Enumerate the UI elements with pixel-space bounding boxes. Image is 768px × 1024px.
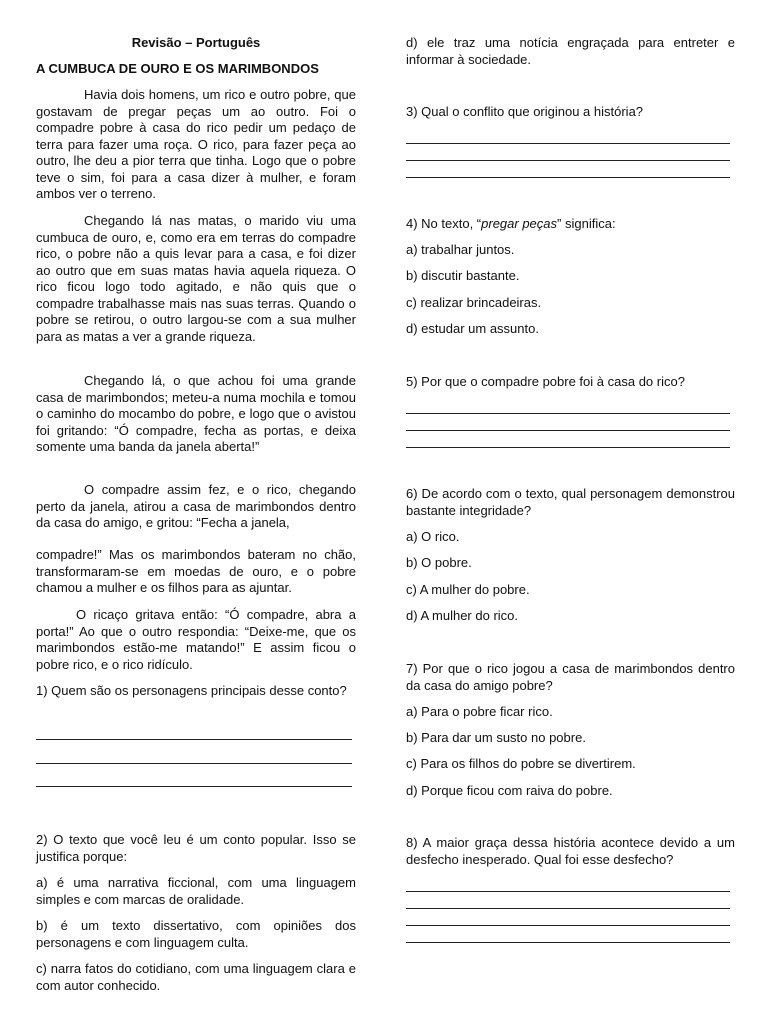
q6-option-d: d) A mulher do rico.	[406, 608, 518, 623]
answer-line[interactable]	[406, 177, 730, 178]
question-6: 6) De acordo com o texto, qual personagem demonstrou bastante integridade?	[406, 486, 735, 518]
answer-line[interactable]	[406, 430, 730, 431]
story-paragraph-2: Chegando lá nas matas, o marido viu uma cumbuca de ouro, e, como era em terras do compadre rico, o pobre não a quis levar para a casa, e foi dizer ao outro que em suas matas havia aquela riqueza. O rico ficou logo todo agitado, e não quis que o compadre trabalhasse mais nas suas terras. Quando o pobre se retirou, o outro largou-se com a sua mulher para as matas a ver a grande riqueza.	[36, 213, 356, 344]
q7-option-d: d) Porque ficou com raiva do pobre.	[406, 783, 613, 798]
answer-line[interactable]	[406, 908, 730, 909]
answer-line[interactable]	[36, 739, 352, 740]
story-paragraph-4b: compadre!” Mas os marimbondos bateram no chão, transformaram-se em moedas de ouro, e o pobre chamou a mulher e os filhos para as ajuntar.	[36, 547, 356, 595]
q2-option-a: a) é uma narrativa ficcional, com uma linguagem simples e com marcas de oralidade.	[36, 875, 356, 907]
answer-line[interactable]	[406, 143, 730, 144]
q4-option-b: b) discutir bastante.	[406, 268, 520, 283]
q6-option-c: c) A mulher do pobre.	[406, 582, 530, 597]
question-3: 3) Qual o conflito que originou a história?	[406, 104, 644, 119]
story-paragraph-5: O ricaço gritava então: “Ó compadre, abra a porta!” Ao que o outro respondia: “Deixe-me, que os marimbondos estão-me matando!” E assim ficou o pobre rico, e o rico ridículo.	[36, 607, 356, 672]
q4-prefix: 4) No texto, “	[406, 216, 482, 231]
q6-option-b: b) O pobre.	[406, 555, 472, 570]
question-2: 2) O texto que você leu é um conto popular. Isso se justifica porque:	[36, 832, 356, 864]
answer-line[interactable]	[406, 413, 730, 414]
q4-suffix: ” significa:	[557, 216, 616, 231]
q2-option-d: d) ele traz uma notícia engraçada para entreter e informar à sociedade.	[406, 35, 735, 67]
answer-line[interactable]	[406, 942, 730, 943]
question-8: 8) A maior graça dessa história acontece devido a um desfecho inesperado. Qual foi esse desfecho?	[406, 835, 735, 867]
question-7: 7) Por que o rico jogou a casa de marimbondos dentro da casa do amigo pobre?	[406, 661, 735, 693]
page-title: Revisão – Português	[131, 35, 261, 50]
story-paragraph-1: Havia dois homens, um rico e outro pobre, que gostavam de pregar peças um ao outro. Foi o compadre pobre à casa do rico pedir um pedaço de terra para fazer uma roça. O rico, para fazer peça ao outro, lhe deu a pior terra que tinha. Logo que o pobre teve o sim, foi para a casa dizer à mulher, e foram ambos ver o terreno.	[36, 87, 356, 201]
answer-line[interactable]	[36, 763, 352, 764]
story-paragraph-4a: O compadre assim fez, e o rico, chegando perto da janela, atirou a casa de marimbondos dentro da casa do amigo, e gritou: “Fecha a janela,	[36, 482, 356, 530]
q7-option-c: c) Para os filhos do pobre se divertirem.	[406, 756, 636, 771]
q2-option-c: c) narra fatos do cotidiano, com uma linguagem clara e com autor conhecido.	[36, 961, 356, 993]
answer-line[interactable]	[406, 447, 730, 448]
q7-option-a: a) Para o pobre ficar rico.	[406, 704, 553, 719]
story-title: A CUMBUCA DE OURO E OS MARIMBONDOS	[36, 61, 319, 76]
story-paragraph-3: Chegando lá, o que achou foi uma grande casa de marimbondos; meteu-a numa mochila e tomou o caminho do mocambo do pobre, e logo que o avistou foi gritando: “Ó compadre, fecha as portas, e deixa somente uma banda da janela aberta!”	[36, 373, 356, 454]
q4-term: pregar peças	[481, 216, 558, 231]
q4-option-a: a) trabalhar juntos.	[406, 242, 515, 257]
q4-option-c: c) realizar brincadeiras.	[406, 295, 542, 310]
q2-option-b: b) é um texto dissertativo, com opiniões dos personagens e com linguagem culta.	[36, 918, 356, 950]
question-1: 1) Quem são os personagens principais desse conto?	[36, 683, 347, 698]
q4-option-d: d) estudar um assunto.	[406, 321, 539, 336]
answer-line[interactable]	[406, 891, 730, 892]
answer-line[interactable]	[406, 160, 730, 161]
q7-option-b: b) Para dar um susto no pobre.	[406, 730, 586, 745]
answer-line[interactable]	[406, 925, 730, 926]
question-4	[406, 216, 735, 233]
question-5: 5) Por que o compadre pobre foi à casa do rico?	[406, 374, 685, 389]
q6-option-a: a) O rico.	[406, 529, 460, 544]
answer-line[interactable]	[36, 786, 352, 787]
